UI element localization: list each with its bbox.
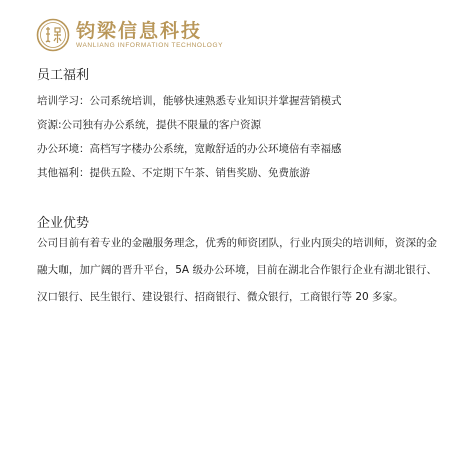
company-name-cn: 钧梁信息科技 [76, 19, 203, 42]
advantages-heading: 企业优势 [37, 216, 90, 231]
logo-text [76, 21, 223, 50]
seal-logo-icon [36, 18, 70, 52]
benefit-other: 其他福利：提供五险、不定期下午茶、销售奖励、免费旅游 [37, 167, 310, 179]
benefits-heading: 员工福利 [37, 68, 90, 83]
benefit-resources: 资源:公司独有办公系统，提供不限量的客户资源 [37, 119, 262, 131]
company-logo [36, 18, 223, 52]
advantages-paragraph: 公司目前有着专业的金融服务理念，优秀的师资团队，行业内顶尖的培训师，资深的金融大咖，加广阔的晋升平台，5A 级办公环境，目前在湖北合作银行企业有湖北银行、汉口银行、民生银行、建设银行、招商银行、微众银行，工商银行等 20 多家。 [37, 237, 437, 303]
benefit-training: 培训学习：公司系统培训，能够快速熟悉专业知识并掌握营销模式 [37, 95, 342, 107]
benefit-office: 办公环境：高档写字楼办公系统，宽敞舒适的办公环境倍有幸福感 [37, 143, 342, 155]
company-name-en: WANLIANG INFORMATION TECHNOLOGY [76, 41, 224, 49]
